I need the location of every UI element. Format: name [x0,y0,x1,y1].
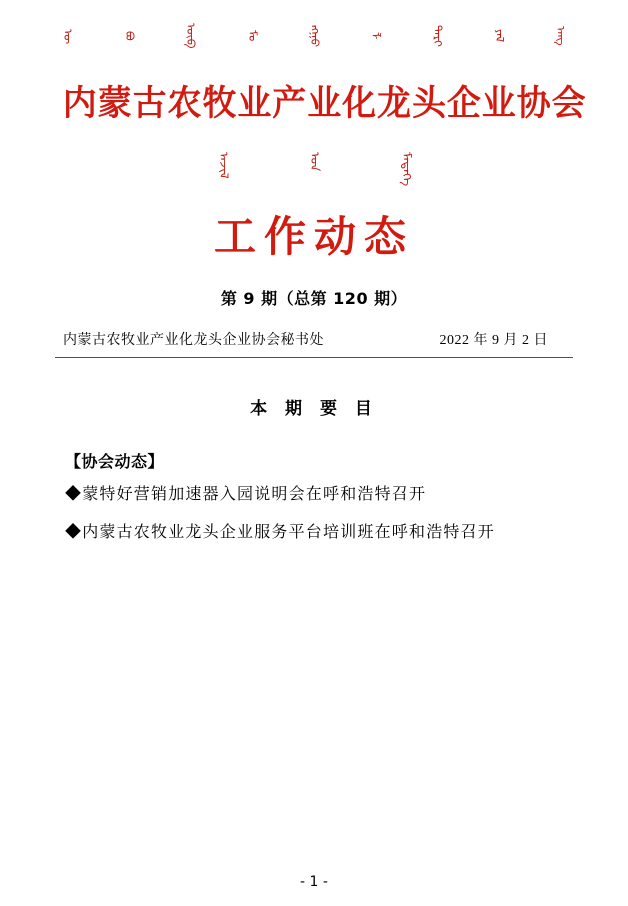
masthead-meta [55,329,573,349]
masthead-subtitle: 工作动态 [213,212,414,261]
mongolian-script-mid-row [55,152,573,192]
section-heading-association-news: 【协会动态】 [65,452,165,471]
mongolian-glyph: ᠩᠭᠣ [307,25,321,47]
toc-item[interactable]: ◆内蒙古农牧业龙头企业服务平台培训班在呼和浩特召开 [65,523,496,541]
issue-number: 第 9 期（总第 120 期） [220,289,408,308]
page-number: - 1 - [300,874,328,890]
header-divider-rule [55,357,573,358]
mongolian-glyph: ᠤᠨ [307,152,322,172]
mongolian-glyph: ᠮᠣ [246,30,259,42]
masthead-title: 内蒙古农牧业产业化龙头企业协会 [62,84,587,124]
publication-date: 2022 年 9 月 2 日 [439,333,548,348]
mongolian-glyph: ᠲᠠᠷᠢ [431,25,444,47]
mongolian-glyph: ᠦ [61,28,74,44]
publisher-text: 内蒙古农牧业产业化龙头企业协会秘书处 [63,333,324,348]
mongolian-glyph: ᠯ [369,32,383,40]
mongolian-glyph: ᠠᠵᠢᠯ [215,152,230,179]
mongolian-script-top-row [55,0,573,60]
mongolian-glyph: ᠮᠡᠳᠡᠭᠡ [399,152,413,187]
mongolian-glyph: ᠥᠪ [184,23,198,49]
mongolian-glyph: ᠠᠩ [554,26,568,46]
mongolian-glyph: ᠶᠠᠯ [492,29,506,43]
contents-heading: 本 期 要 目 [250,399,378,419]
mongolian-glyph: ᠪᠣ [122,31,136,41]
toc-item[interactable]: ◆蒙特好营销加速器入园说明会在呼和浩特召开 [65,486,427,503]
